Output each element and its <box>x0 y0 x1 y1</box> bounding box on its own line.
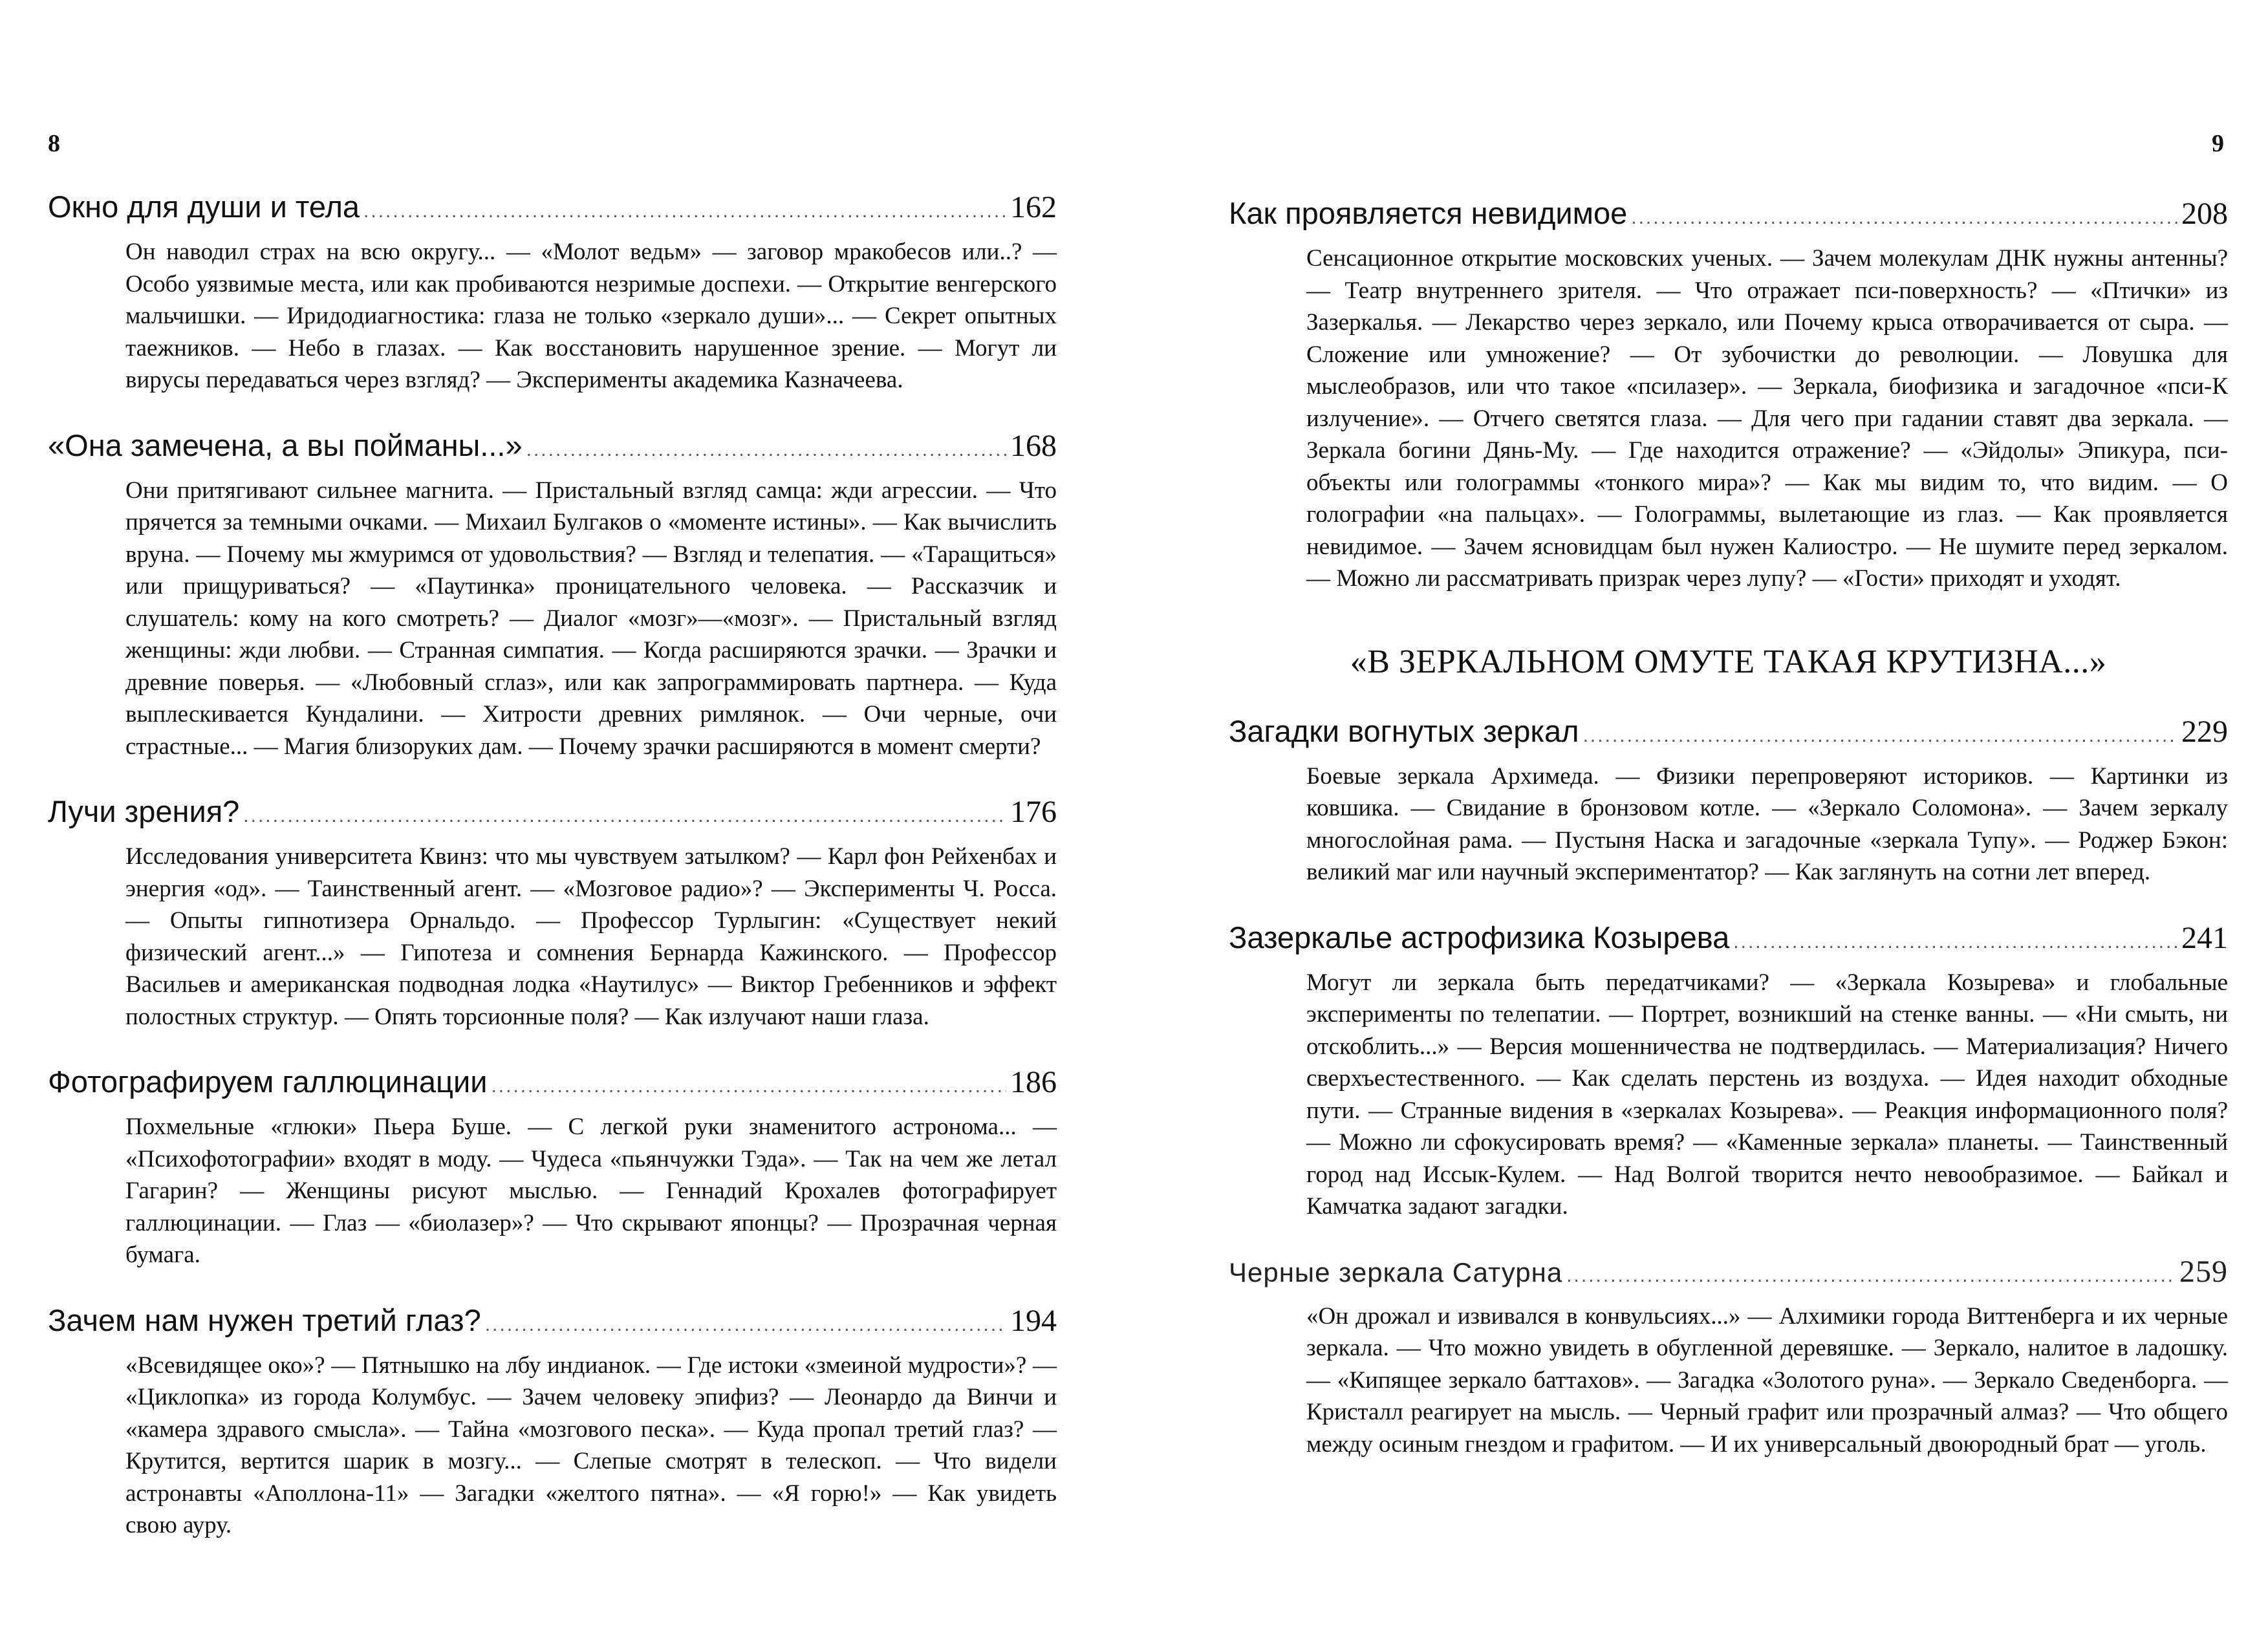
toc-entry-page: 208 <box>2181 197 2228 231</box>
toc-entry-heading <box>48 426 1057 469</box>
left-page-number: 8 <box>48 130 60 157</box>
toc-entry-heading <box>48 188 1057 231</box>
toc-entry-summary: Он наводил страх на всю округу... — «Молот ведьм» — заговор мракобесов или..? — Особо уязвимые места, или как пробиваются незримые доспехи. — Открытие венгерского мальчишки. — Иридодиагностика: глаза не только «зеркало души»... — Секрет опытных таежников. — Небо в глазах. — Как восстановить нарушенное зрение. — Могут ли вирусы передаваться через взгляд? — Эксперименты академика Казначеева. <box>125 239 1057 393</box>
toc-entry-heading <box>1229 918 2228 962</box>
dot-leader <box>485 1306 1006 1344</box>
toc-entry-heading <box>1229 1253 2228 1295</box>
dot-leader <box>1733 923 2177 962</box>
toc-entry-title: «Она замечена, а вы пойманы...» <box>48 427 523 462</box>
dot-leader <box>1631 199 2177 237</box>
toc-entry-heading <box>48 1062 1057 1106</box>
dot-leader <box>526 431 1006 469</box>
toc-entry <box>1229 194 2228 595</box>
right-page-number: 9 <box>2212 130 2224 157</box>
toc-entry-page: 194 <box>1010 1303 1057 1338</box>
toc-entry-title: Лучи зрения? <box>48 794 240 828</box>
toc-entry-summary: «Он дрожал и извивался в конвульсиях...» — Алхимики города Виттенберга и их черные зеркала. — Что можно увидеть в обугленной деревяшке. — Зеркало, налитое в ладошку. — «Кипящее зеркало баттахов». — Загадка «Золотого руна». — Зеркало Сведенборга. — Кристалл реагирует на мысль. — Черный графит или прозрачный алмаз? — Что общего между осиным гнездом и графитом. — И их универсальный двоюродный брат — уголь. <box>1306 1302 2228 1458</box>
toc-entry-summary: Сенсационное открытие московских ученых. — Зачем молекулам ДНК нужны антенны? — Театр внутреннего зрителя. — Что отражает пси-поверхность? — «Птички» из Зазеркалья. — Лекарство через зеркало, или Почему крыса отворачивается от сыра. — Сложение или умножение? — От зубочистки до революции. — Ловушка для мыслеобразов, или что такое «псилазер». — Зеркала, биофизика и загадочное «пси-К излучение». — Отчего светятся глаза. — Для чего при гадании ставят два зеркала. — Зеркала богини Дянь-Му. — Где находится отражение? — «Эйдолы» Эпикура, пси-объекты или голограммы «тонкого мира»? — Как мы видим то, что видим. — О голографии «на пальцах». — Голограммы, вылетающие из глаз. — Как проявляется невидимое. — Зачем ясновидцам был нужен Калиостро. — Не шумите перед зеркалом. — Можно ли рассматривать призрак через лупу? — «Гости» приходят и уходят. <box>1306 245 2228 592</box>
toc-entry-title: Загадки вогнутых зеркал <box>1229 713 1579 748</box>
toc-entry-summary: Боевые зеркала Архимеда. — Физики перепроверяют историков. — Картинки из ковшика. — Свидание в бронзовом котле. — «Зеркало Соломона». — Зачем зеркалу многослойная рама. — Пустыня Наска и загадочные «зеркала Тупу». — Роджер Бэкон: великий маг или научный экспериментатор? — Как заглянуть на сотни лет вперед. <box>1306 762 2228 885</box>
toc-entry-title: Зачем нам нужен третий глаз? <box>48 1302 481 1337</box>
left-page-contents <box>48 188 1057 1571</box>
toc-entry-summary: Похмельные «глюки» Пьера Буше. — С легкой руки знаменитого астронома... — «Психофотографии» входят в моду. — Чудеса «пьянчужки Тэда». — Так на чем же летал Гагарин? — Женщины рисуют мыслью. — Геннадий Крохалев фотографирует галлюцинации. — Глаз — «биолазер»? — Что скрывают японцы? — Прозрачная черная бумага. <box>125 1114 1057 1268</box>
right-page-contents <box>1229 194 2228 1490</box>
toc-entry <box>48 188 1057 396</box>
toc-entry-heading <box>1229 712 2228 755</box>
toc-entry-page: 162 <box>1010 190 1057 224</box>
toc-entry-page: 186 <box>1010 1065 1057 1099</box>
toc-entry-summary: Они притягивают сильнее магнита. — Пристальный взгляд самца: жди агрессии. — Что прячется за темными очками. — Михаил Булгаков о «моменте истины». — Как вычислить вруна. — Почему мы жмуримся от удовольствия? — Взгляд и телепатия. — «Таращиться» или прищуриваться? — «Паутинка» проницательного человека. — Рассказчик и слушатель: кому на кого смотреть? — Диалог «мозг»—«мозг». — Пристальный взгляд женщины: жди любви. — Странная симпатия. — Когда расширяются зрачки. — Зрачки и древние поверья. — «Любовный сглаз», или как запрограммировать партнера. — Куда выплескивается Кундалини. — Хитрости древних римлянок. — Очи черные, очи страстные... — Магия близоруких дам. — Почему зрачки расширяются в момент смерти? <box>125 477 1057 760</box>
toc-entry-title: Окно для души и тела <box>48 189 360 224</box>
toc-entry-heading <box>1229 194 2228 237</box>
toc-entry <box>48 426 1057 763</box>
toc-entry-title: Как проявляется невидимое <box>1229 196 1628 230</box>
toc-entry-heading <box>48 1301 1057 1344</box>
toc-entry <box>48 1301 1057 1542</box>
toc-entry-page: 229 <box>2181 714 2228 749</box>
toc-entry-page: 241 <box>2181 920 2228 955</box>
toc-entry-title: Зазеркалье астрофизика Козырева <box>1229 920 1730 954</box>
dot-leader <box>491 1067 1006 1106</box>
toc-entry-page: 176 <box>1010 795 1057 829</box>
toc-entry-summary: «Всевидящее око»? — Пятнышко на лбу индианок. — Где истоки «змеиной мудрости»? — «Циклопка» из города Колумбус. — Зачем человеку эпифиз? — Леонардо да Винчи и «камера здравого смысла». — Тайна «мозгового песка». — Куда пропал третий глаз? — Крутится, вертится шарик в мозгу... — Слепые смотрят в телескоп. — Что видели астронавты «Аполлона-11» — Загадки «желтого пятна». — «Я горю!» — Как увидеть свою ауру. <box>125 1352 1057 1538</box>
toc-entry-summary: Исследования университета Квинз: что мы чувствуем затылком? — Карл фон Рейхенбах и энергия «од». — Таинственный агент. — «Мозговое радио»? — Эксперименты Ч. Росса. — Опыты гипнотизера Орнальдо. — Профессор Турлыгин: «Существует некий физический агент...» — Гипотеза и сомнения Бернарда Кажинского. — Профессор Васильев и американская подводная лодка «Наутилус» — Виктор Гребенников и эффект полостных структур. — Опять торсионные поля? — Как излучают наши глаза. <box>125 843 1057 1030</box>
toc-entry <box>48 1062 1057 1271</box>
toc-entry <box>1229 918 2228 1223</box>
dot-leader <box>1583 717 2177 755</box>
dot-leader <box>363 192 1006 231</box>
toc-entry <box>1229 712 2228 889</box>
toc-entry <box>1229 1253 2228 1461</box>
section-heading: «В ЗЕРКАЛЬНОМ ОМУТЕ ТАКАЯ КРУТИЗНА...» <box>1350 643 2107 680</box>
toc-entry-summary: Могут ли зеркала быть передатчиками? — «Зеркала Козырева» и глобальные эксперименты по телепатии. — Портрет, возникший на стенке ванны. — «Ни смыть, ни отскоблить...» — Версия мошенничества не подтвердилась. — Материализация? Ничего сверхъестественного. — Как сделать перстень из воздуха. — Идея находит обходные пути. — Странные видения в «зеркалах Козырева». — Реакция информационного поля? — Можно ли сфокусировать время? — «Каменные зеркала» планеты. — Таинственный город над Иссык-Кулем. — Над Волгой творится нечто невообразимое. — Байкал и Камчатка задают загадки. <box>1306 969 2228 1220</box>
toc-entry-title: Фотографируем галлюцинации <box>48 1064 488 1099</box>
toc-entry-title: Черные зеркала Сатурна <box>1229 1256 1563 1288</box>
toc-entry-page: 168 <box>1010 428 1057 463</box>
toc-entry <box>48 792 1057 1033</box>
toc-entry-heading <box>48 792 1057 835</box>
toc-entry-page: 259 <box>2179 1254 2228 1289</box>
dot-leader <box>243 797 1006 835</box>
dot-leader <box>1566 1256 2176 1295</box>
